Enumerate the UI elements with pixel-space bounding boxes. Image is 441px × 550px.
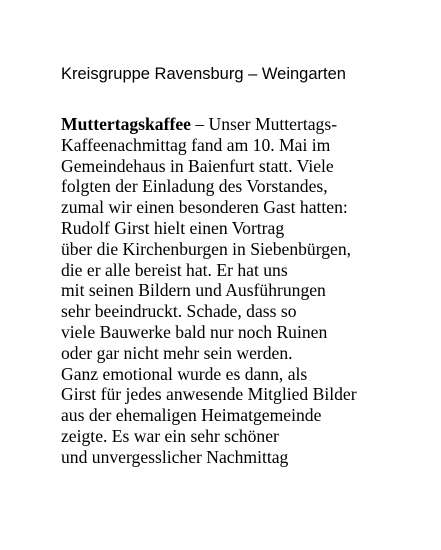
article-lead-title: Muttertagskaffee xyxy=(61,114,191,134)
text-line: und unvergesslicher Nachmittag xyxy=(61,446,289,467)
text-line: sehr beeindruckt. Schade, dass so xyxy=(61,301,297,322)
section-heading: Kreisgruppe Ravensburg – Weingarten xyxy=(61,65,346,83)
text-line: Kaffeenachmittag fand am 10. Mai im xyxy=(61,134,331,155)
text-line: viele Bauwerke bald nur noch Ruinen xyxy=(61,321,328,342)
text-line: Girst für jedes anwesende Mitglied Bilder xyxy=(61,384,357,405)
article-body xyxy=(61,114,436,468)
text-line xyxy=(61,114,436,135)
text-line: Ganz emotional wurde es dann, als xyxy=(61,363,308,384)
text-line: die er alle bereist hat. Er hat uns xyxy=(61,259,288,280)
text-line-content: – Unser Muttertags- xyxy=(190,114,338,134)
text-line: über die Kirchenburgen in Siebenbürgen, xyxy=(61,238,352,259)
text-line: zumal wir einen besonderen Gast hatten: xyxy=(61,197,348,218)
text-line: aus der ehemaligen Heimatgemeinde xyxy=(61,405,322,426)
text-line: mit seinen Bildern und Ausführungen xyxy=(61,280,326,301)
text-line: Rudolf Girst hielt einen Vortrag xyxy=(61,217,285,238)
text-line: oder gar nicht mehr sein werden. xyxy=(61,342,293,363)
text-line: Gemeindehaus in Baienfurt statt. Viele xyxy=(61,155,334,176)
text-line: folgten der Einladung des Vorstandes, xyxy=(61,176,328,197)
text-line: zeigte. Es war ein sehr schöner xyxy=(61,425,279,446)
